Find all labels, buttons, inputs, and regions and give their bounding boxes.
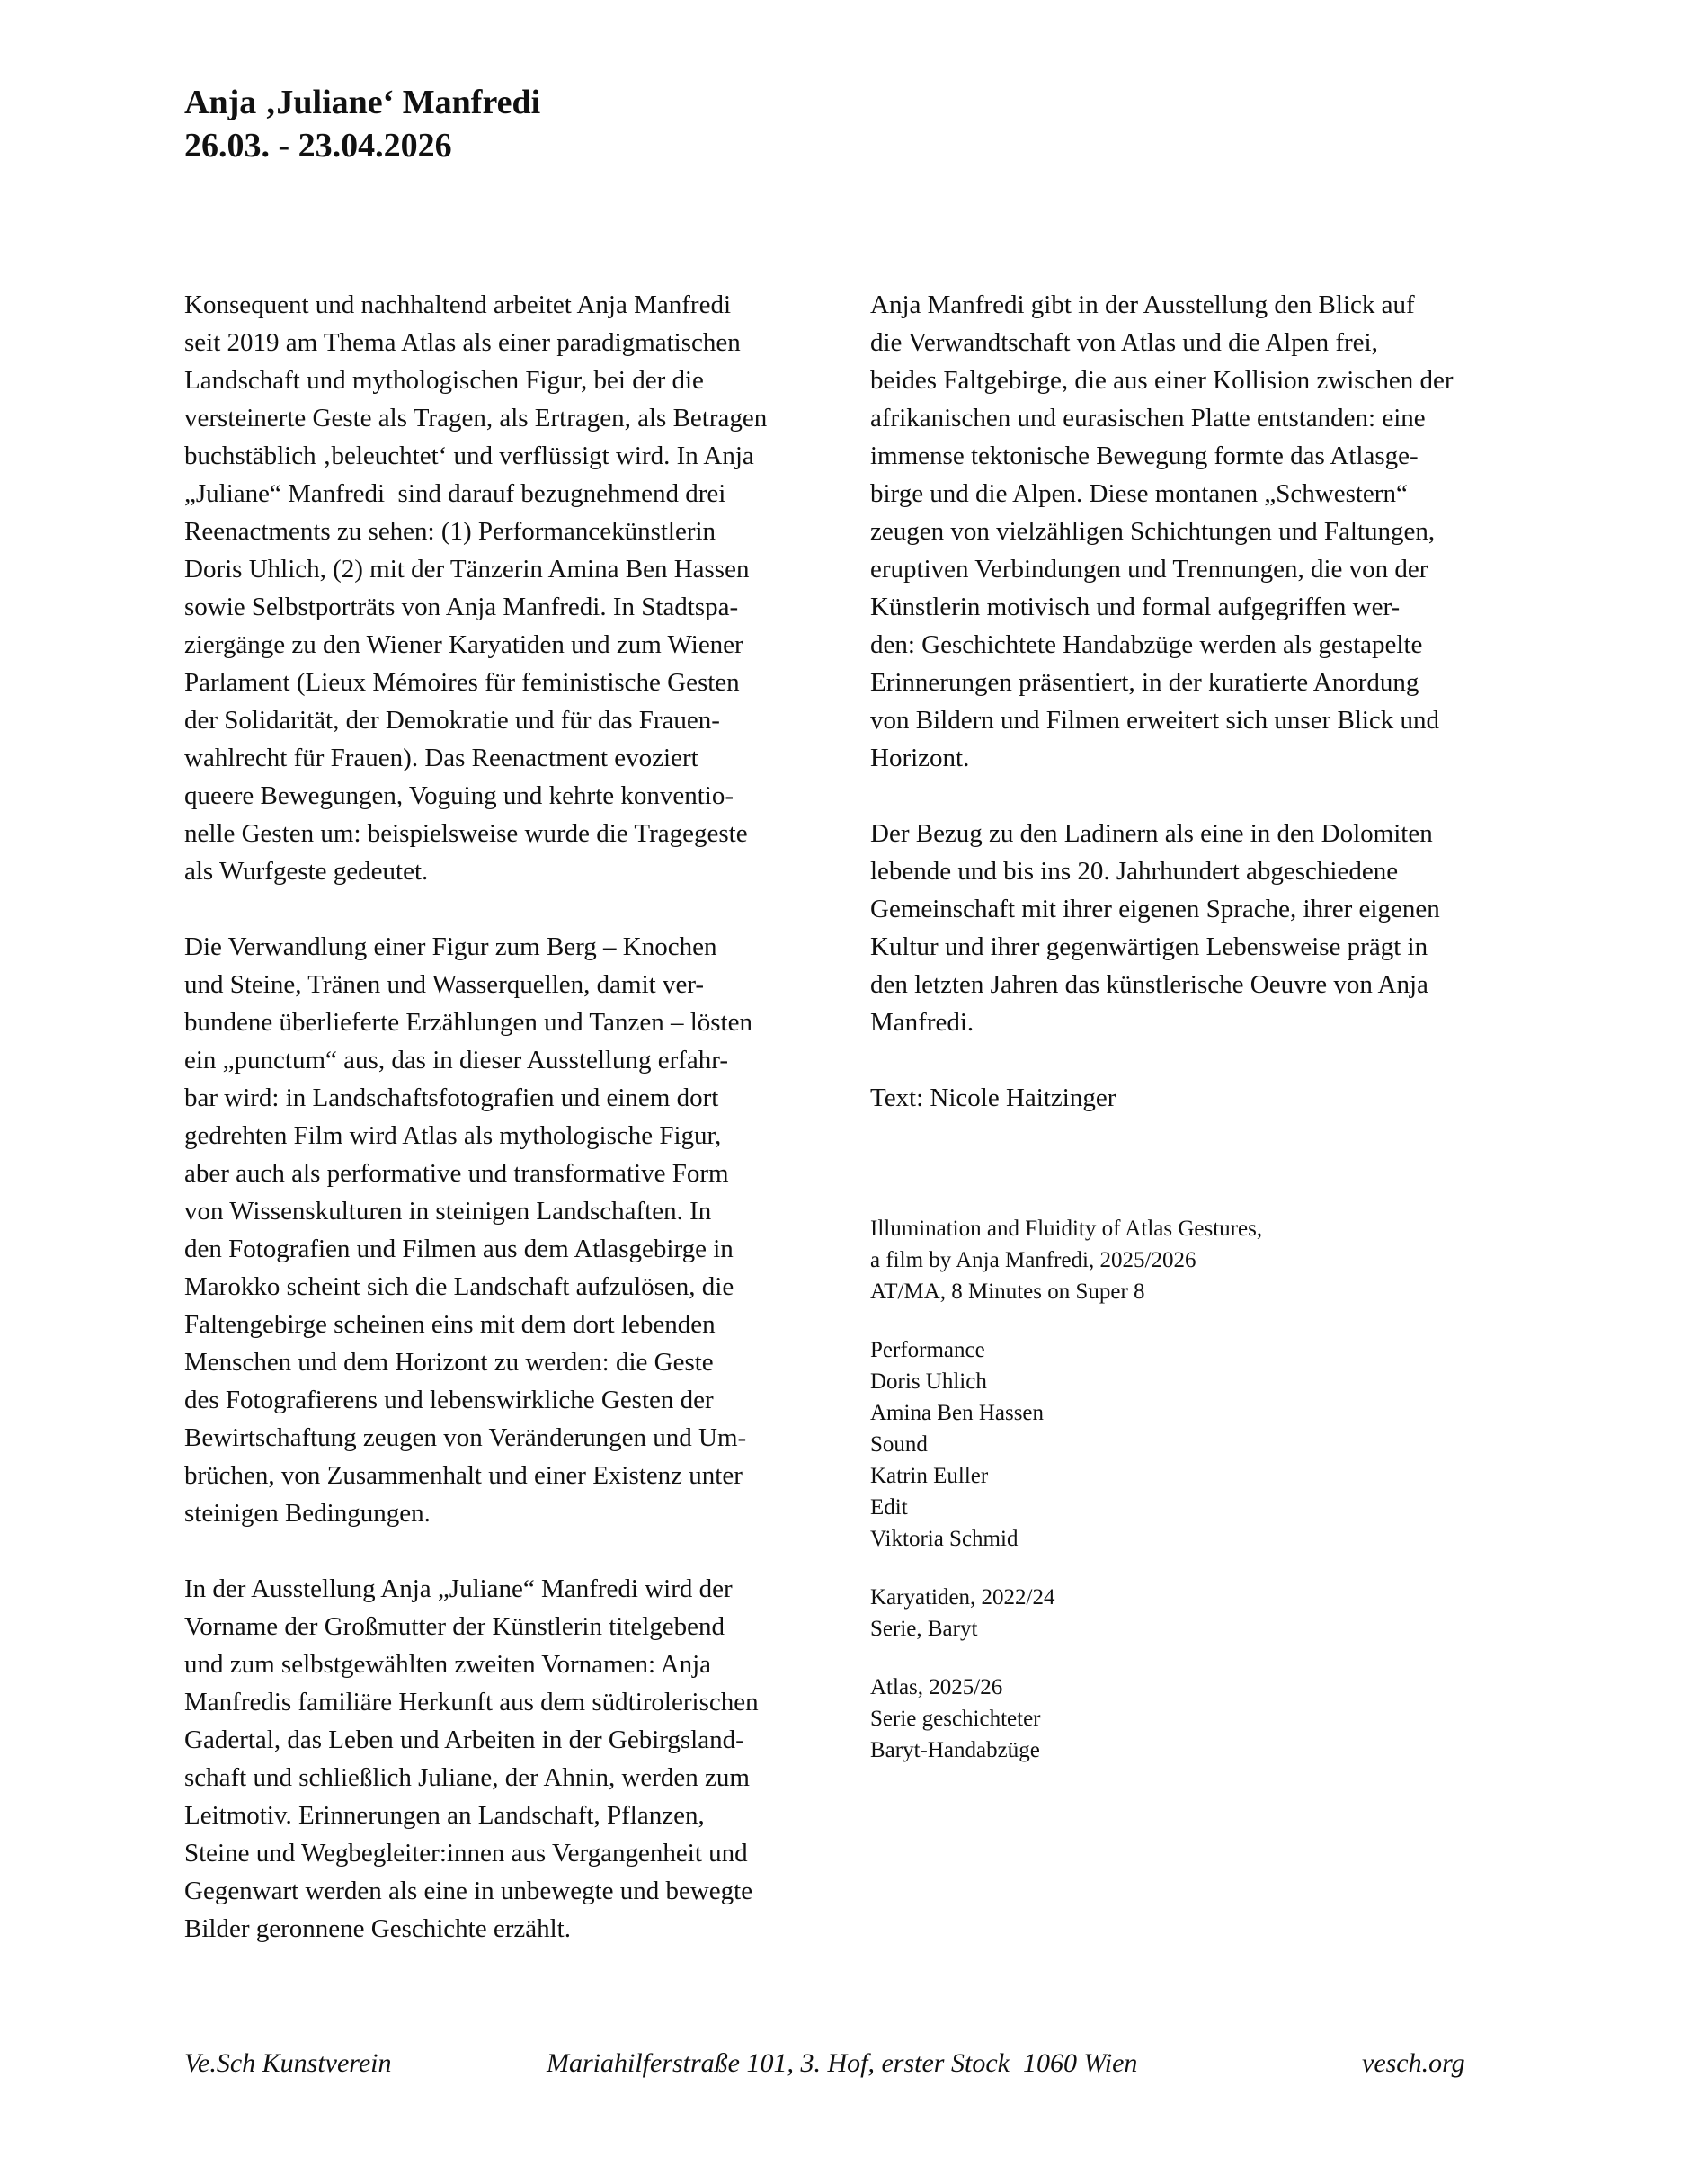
text-line: als Wurfgeste gedeutet. xyxy=(184,857,429,886)
text-line: Menschen und dem Horizont zu werden: die Geste xyxy=(184,1348,714,1377)
paragraph xyxy=(184,286,867,890)
text-line: seit 2019 am Thema Atlas als einer paradigmatischen xyxy=(184,328,741,357)
text-line: ziergänge zu den Wiener Karyatiden und zum Wiener xyxy=(184,630,743,659)
text-line: Künstlerin motivisch und formal aufgegriffen wer- xyxy=(870,593,1401,621)
paragraph xyxy=(870,815,1553,1041)
right-column-paragraphs xyxy=(870,286,1553,1117)
text-line: Landschaft und mythologischen Figur, bei der die xyxy=(184,366,704,395)
text-line: Text: Nicole Haitzinger xyxy=(870,1083,1116,1112)
text-line: Atlas, 2025/26 xyxy=(870,1675,1003,1699)
right-text-column xyxy=(870,286,1553,1793)
text-line: den letzten Jahren das künstlerische Oeuvre von Anja xyxy=(870,970,1428,999)
left-text-column xyxy=(184,286,867,1985)
text-line: In der Ausstellung Anja „Juliane“ Manfredi wird der xyxy=(184,1574,733,1603)
text-line: den: Geschichtete Handabzüge werden als gestapelte xyxy=(870,630,1423,659)
paragraph xyxy=(870,286,1553,777)
text-line: Konsequent und nachhaltend arbeitet Anja Manfredi xyxy=(184,290,731,319)
venue-website-link[interactable]: vesch.org xyxy=(1362,2048,1465,2078)
text-line: Steine und Wegbegleiter:innen aus Vergangenheit und xyxy=(184,1839,748,1868)
text-line: afrikanischen und eurasischen Platte entstanden: eine xyxy=(870,404,1426,432)
text-line: Marokko scheint sich die Landschaft aufzulösen, die xyxy=(184,1272,734,1301)
text-line: ein „punctum“ aus, das in dieser Ausstellung erfahr- xyxy=(184,1046,729,1075)
text-line: Illumination and Fluidity of Atlas Gestures, xyxy=(870,1217,1263,1241)
text-line: den Fotografien und Filmen aus dem Atlasgebirge in xyxy=(184,1235,734,1263)
text-line: Doris Uhlich, (2) mit der Tänzerin Amina Ben Hassen xyxy=(184,555,750,584)
text-line: „Juliane“ Manfredi sind darauf bezugnehmend drei xyxy=(184,479,726,508)
paragraph xyxy=(870,1672,1553,1766)
text-line: Edit xyxy=(870,1495,908,1520)
text-line: birge und die Alpen. Diese montanen „Schwestern“ xyxy=(870,479,1408,508)
text-line: Manfredis familiäre Herkunft aus dem südtirolerischen xyxy=(184,1688,759,1717)
text-line: Viktoria Schmid xyxy=(870,1527,1019,1551)
paragraph xyxy=(184,1570,867,1948)
text-line: Reenactments zu sehen: (1) Performancekünstlerin xyxy=(184,517,716,546)
paragraph xyxy=(870,1079,1553,1117)
text-line: der Solidarität, der Demokratie und für das Frauen- xyxy=(184,706,720,735)
text-line: bundene überlieferte Erzählungen und Tanzen – lösten xyxy=(184,1008,752,1037)
left-column-paragraphs xyxy=(184,286,867,1948)
paragraph xyxy=(184,928,867,1532)
text-line: Amina Ben Hassen xyxy=(870,1401,1045,1425)
text-line: Manfredi. xyxy=(870,1008,974,1037)
text-line: Doris Uhlich xyxy=(870,1369,987,1394)
text-line: Horizont. xyxy=(870,744,970,772)
text-line: Erinnerungen präsentiert, in der kuratierte Anordung xyxy=(870,668,1419,697)
text-line: Karyatiden, 2022/24 xyxy=(870,1585,1055,1610)
text-line: Gegenwart werden als eine in unbewegte und bewegte xyxy=(184,1877,753,1905)
venue-name: Ve.Sch Kunstverein xyxy=(184,2048,392,2078)
text-line: nelle Gesten um: beispielsweise wurde die Tragegeste xyxy=(184,819,748,848)
text-line: a film by Anja Manfredi, 2025/2026 xyxy=(870,1248,1196,1272)
text-line: beides Faltgebirge, die aus einer Kollision zwischen der xyxy=(870,366,1454,395)
text-line: queere Bewegungen, Voguing und kehrte konventio- xyxy=(184,781,734,810)
text-line: Bilder geronnene Geschichte erzählt. xyxy=(184,1914,571,1943)
text-line: Die Verwandlung einer Figur zum Berg – Knochen xyxy=(184,932,717,961)
exhibition-dates: 26.03. - 23.04.2026 xyxy=(184,127,452,165)
text-line: sowie Selbstporträts von Anja Manfredi. In Stadtspa- xyxy=(184,593,739,621)
text-line: wahlrecht für Frauen). Das Reenactment evoziert xyxy=(184,744,698,772)
text-line: immense tektonische Bewegung formte das Atlasge- xyxy=(870,441,1419,470)
text-line: Serie geschichteter xyxy=(870,1707,1041,1731)
text-line: steinigen Bedingungen. xyxy=(184,1499,431,1528)
text-line: von Bildern und Filmen erweitert sich unser Blick und xyxy=(870,706,1440,735)
text-line: Sound xyxy=(870,1432,928,1457)
text-line: Faltengebirge scheinen eins mit dem dort lebenden xyxy=(184,1310,716,1339)
paragraph xyxy=(870,1213,1553,1307)
text-line: Parlament (Lieux Mémoires für feministische Gesten xyxy=(184,668,740,697)
text-line: Gemeinschaft mit ihrer eigenen Sprache, ihrer eigenen xyxy=(870,895,1440,923)
text-line: bar wird: in Landschaftsfotografien und einem dort xyxy=(184,1083,719,1112)
text-line: gedrehten Film wird Atlas als mythologische Figur, xyxy=(184,1121,722,1150)
text-line: und Steine, Tränen und Wasserquellen, damit ver- xyxy=(184,970,705,999)
work-credits-list xyxy=(870,1213,1553,1766)
text-line: versteinerte Geste als Tragen, als Ertragen, als Betragen xyxy=(184,404,768,432)
text-line: Serie, Baryt xyxy=(870,1617,978,1641)
venue-address: Mariahilferstraße 101, 3. Hof, erster Stock 1060 Wien xyxy=(547,2048,1138,2078)
text-line: Performance xyxy=(870,1338,985,1362)
text-line: zeugen von vielzähligen Schichtungen und Faltungen, xyxy=(870,517,1436,546)
text-line: Anja Manfredi gibt in der Ausstellung den Blick auf xyxy=(870,290,1415,319)
text-line: lebende und bis ins 20. Jahrhundert abgeschiedene xyxy=(870,857,1399,886)
text-line: die Verwandtschaft von Atlas und die Alpen frei, xyxy=(870,328,1378,357)
text-line: Katrin Euller xyxy=(870,1464,989,1488)
text-line: und zum selbstgewählten zweiten Vornamen: Anja xyxy=(184,1650,712,1679)
text-line: eruptiven Verbindungen und Trennungen, die von der xyxy=(870,555,1428,584)
text-line: brüchen, von Zusammenhalt und einer Existenz unter xyxy=(184,1461,743,1490)
text-line: Bewirtschaftung zeugen von Veränderungen und Um- xyxy=(184,1423,747,1452)
text-line: Gadertal, das Leben und Arbeiten in der Gebirgsland- xyxy=(184,1726,744,1754)
text-line: von Wissenskulturen in steinigen Landschaften. In xyxy=(184,1197,712,1226)
text-line: Baryt-Handabzüge xyxy=(870,1738,1040,1762)
exhibition-artist-title: Anja ‚Juliane‘ Manfredi xyxy=(184,84,541,121)
text-line: des Fotografierens und lebenswirkliche Gesten der xyxy=(184,1386,714,1414)
text-line: Vorname der Großmutter der Künstlerin titelgebend xyxy=(184,1612,725,1641)
paragraph xyxy=(870,1582,1553,1645)
paragraph xyxy=(870,1334,1553,1555)
text-line: Leitmotiv. Erinnerungen an Landschaft, Pflanzen, xyxy=(184,1801,705,1830)
document-header xyxy=(184,81,540,167)
text-line: Der Bezug zu den Ladinern als eine in den Dolomiten xyxy=(870,819,1433,848)
text-line: buchstäblich ‚beleuchtet‘ und verflüssigt wird. In Anja xyxy=(184,441,754,470)
text-line: Kultur und ihrer gegenwärtigen Lebensweise prägt in xyxy=(870,932,1428,961)
text-line: schaft und schließlich Juliane, der Ahnin, werden zum xyxy=(184,1763,750,1792)
text-line: AT/MA, 8 Minutes on Super 8 xyxy=(870,1280,1145,1304)
text-line: aber auch als performative und transformative Form xyxy=(184,1159,729,1188)
